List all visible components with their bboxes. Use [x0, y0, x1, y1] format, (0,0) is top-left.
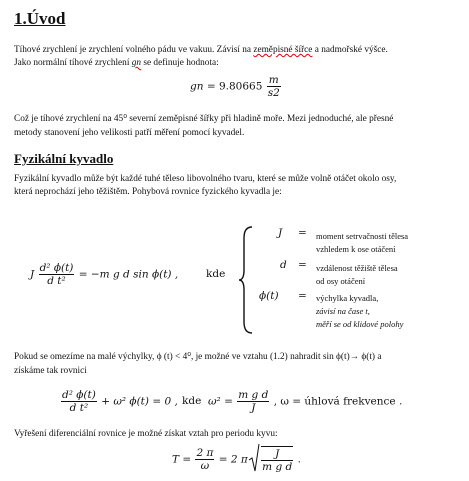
eq-gn-value: = 9.80665 — [206, 80, 263, 93]
eq-gn-unit-den: s2 — [267, 87, 280, 99]
eq-period-mid: = 2 π — [218, 453, 248, 466]
legend-eq-d: = — [298, 259, 307, 271]
legend-text-phi-1: výchylka kyvadla, — [316, 293, 379, 303]
intro-wavy-word: zeměpisné šířce — [253, 45, 313, 55]
eq-motion-kde: kde — [206, 268, 226, 280]
section-title: Fyzikální kyvadlo — [14, 151, 114, 166]
eq-motion-fraction — [39, 262, 75, 287]
intro-text-d: se definuje hodnota: — [141, 58, 219, 68]
intro-line-2 — [14, 56, 219, 70]
legend-text-d-2: od osy otáčení — [316, 276, 366, 286]
legend-sym-d: d — [280, 259, 287, 271]
legend-eq-J: = — [298, 227, 307, 239]
left-brace — [238, 226, 254, 334]
legend-sym-J: J — [278, 227, 283, 239]
legend-text-d-1: vzdálenost těžiště tělesa — [316, 263, 398, 273]
legend-text-J-2: vzhledem k ose otáčení — [316, 244, 396, 254]
eq-period-den: ω — [200, 460, 210, 472]
para4-line-1: Pokud se omezíme na malé výchylky, ϕ (t) < 4⁰, je možné ve vztahu (1.2) nahradit sin ϕ(t)→ ϕ(t) a — [14, 352, 382, 362]
sqrt-group — [251, 446, 294, 473]
legend-text-phi-3: měří se od klidové polohy — [316, 319, 404, 329]
equation-motion — [30, 262, 178, 287]
eq-omega-lhs: ω² = — [208, 395, 233, 408]
intro-text-c: Jako normální tíhové zrychlení — [14, 58, 132, 68]
eq-period-sqrt-den: m g d — [262, 461, 293, 473]
eq-gn-lhs: gn — [190, 80, 204, 93]
eq-period-sqrt-num: J — [261, 448, 293, 461]
legend-text-phi-2: závisí na čase t, — [316, 306, 370, 316]
para3-line-1: Fyzikální kyvadlo může být každé tuhé těleso libovolného tvaru, které se může volně otáčet okolo osy, — [14, 174, 397, 184]
para2-line-1: Což je tíhové zrychlení na 45⁰ severní zeměpisné šířky při hladině moře. Mezi jednoduché, ale přesné — [14, 114, 394, 124]
eq-period-num: 2 π — [196, 447, 214, 459]
intro-symbol-gn: gn — [131, 58, 142, 68]
equation-period — [172, 446, 301, 473]
intro-text-a: Tíhové zrychlení je zrychlení volného pádu ve vakuu. Závisí na — [14, 45, 254, 55]
para5: Vyřešení diferenciální rovnice je možné získat vztah pro periodu kyvu: — [14, 429, 278, 439]
legend-sym-phi: ϕ(t) — [259, 290, 279, 302]
eq-gn-unit — [267, 74, 281, 99]
legend-text-J-1: moment setrvačnosti tělesa — [316, 231, 409, 241]
equation-small-angle — [60, 389, 178, 414]
eq-motion-rhs: = −m g d sin ϕ(t) , — [78, 268, 179, 281]
page-title: 1.Úvod — [14, 9, 66, 28]
eq-period-sqrt-fraction — [261, 446, 293, 473]
eq-motion-J: J — [30, 268, 35, 281]
eq-omega-tail: , ω = úhlová frekvence . — [273, 395, 403, 408]
eq-period-tail: . — [297, 453, 301, 466]
intro-line-1 — [14, 43, 388, 57]
eq-period-fraction — [195, 447, 214, 472]
para3-line-2: která neprochází jeho těžištěm. Pohybová rovnice fyzického kyvadla je: — [14, 187, 282, 197]
sqrt-sign — [248, 443, 260, 473]
equation-omega — [208, 389, 402, 414]
intro-text-b: a nadmořské výšce. — [312, 45, 388, 55]
eq-gn-unit-num: m — [267, 74, 281, 87]
eq-motion-num: d² ϕ(t) — [39, 262, 74, 274]
equation-gn — [190, 74, 282, 99]
legend-eq-phi: = — [298, 290, 307, 302]
eq-small-den: d t² — [69, 402, 89, 414]
eq-small-fraction — [61, 389, 97, 414]
eq-motion-den: d t² — [47, 275, 66, 287]
eq-omega-fraction — [237, 389, 269, 414]
para4-line-2: získáme tak rovnici — [14, 366, 87, 376]
para2-line-2: metody stanovení jeho velikosti patří měření pomocí kyvadel. — [14, 128, 245, 138]
eq-period-lhs: T = — [172, 453, 192, 466]
eq-omega-den: J — [251, 402, 256, 414]
eq-omega-num: m g d — [238, 389, 269, 401]
eq-small-rest: + ω² ϕ(t) = 0 , — [101, 395, 178, 408]
eq-small-num: d² ϕ(t) — [62, 389, 96, 401]
eq-small-kde: kde — [182, 395, 202, 407]
